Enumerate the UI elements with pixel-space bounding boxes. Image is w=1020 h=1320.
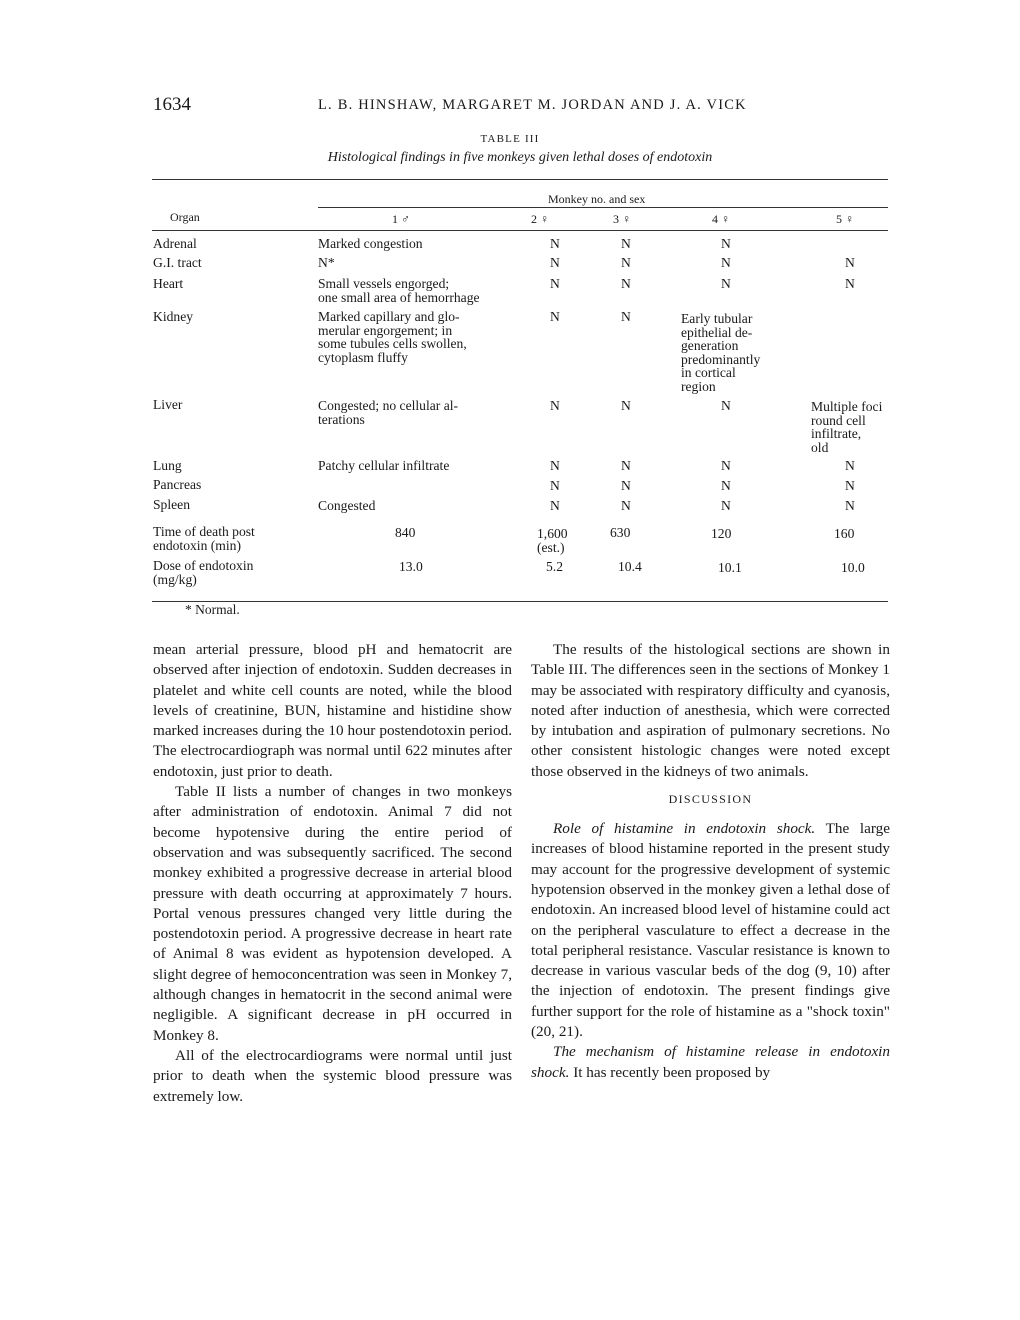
- body-paragraph: All of the electrocardiograms were normal until just prior to death when the systemic blood pressure was extremely low.: [153, 1046, 512, 1105]
- table-cell: N: [721, 458, 731, 473]
- row-organ-label: Spleen: [153, 497, 190, 512]
- table-footnote: * Normal.: [185, 602, 240, 617]
- table-header-rule: [152, 230, 888, 231]
- table-cell: Early tubular epithelial de- generation predominantly in cortical region: [681, 311, 761, 394]
- running-header: L. B. HINSHAW, MARGARET M. JORDAN AND J. A. VICK: [318, 97, 747, 113]
- row-organ-label: Dose of endotoxin (mg/kg): [153, 558, 254, 587]
- table-cell: N: [845, 498, 855, 513]
- table-cell: N: [721, 276, 731, 291]
- table-cell: N: [621, 498, 631, 513]
- table-cell: N: [621, 236, 631, 251]
- column-header-monkey-1: 1 ♂: [392, 212, 410, 226]
- column-header-monkey-3: 3 ♀: [613, 212, 631, 226]
- table-cell: N: [550, 276, 560, 291]
- table-cell: 13.0: [399, 559, 423, 574]
- table-cell: N: [621, 478, 631, 493]
- table-cell: N: [621, 276, 631, 291]
- row-organ-label: Time of death post endotoxin (min): [153, 524, 255, 553]
- table-cell: N: [550, 309, 560, 324]
- table-cell: 10.1: [718, 560, 742, 575]
- table-cell: Patchy cellular infiltrate: [318, 458, 450, 473]
- table-bottom-rule: [152, 601, 888, 602]
- table-cell: N: [721, 478, 731, 493]
- table-cell: N: [721, 498, 731, 513]
- table-cell: N: [721, 236, 731, 251]
- row-organ-label: G.I. tract: [153, 255, 202, 270]
- table-cell: N: [721, 255, 731, 270]
- table-cell: N: [550, 478, 560, 493]
- column-header-monkey-5: 5 ♀: [836, 212, 854, 226]
- monkey-group-header: Monkey no. and sex: [548, 192, 646, 206]
- table-cell: 120: [711, 526, 732, 541]
- table-cell: N: [621, 398, 631, 413]
- table-group-rule: [318, 207, 888, 208]
- body-paragraph: The results of the histological sections are shown in Table III. The differences seen in the sections of Monkey 1 may be associated with respiratory difficulty and cyanosis, noted after induction of anesthesia, which were corrected by intubation and aspiration of pulmonary secretions. No other consistent histologic changes were noted except those observed in the kidneys of two animals.: [531, 641, 890, 780]
- run-in-heading: Role of histamine in endotoxin shock.: [553, 820, 816, 838]
- row-organ-label: Liver: [153, 397, 183, 412]
- table-cell: 840: [395, 525, 416, 540]
- table-cell: N: [621, 309, 631, 324]
- row-organ-label: Pancreas: [153, 477, 202, 492]
- paragraph-text: The large increases of blood histamine reported in the present study may account for the progressive development of systemic hypotension observed in the monkey given a lethal dose of endotoxin. An increased blood level of histamine could act on the peripheral vasculature to effect a decrease in the total peripheral resistance. Vascular resistance is known to decrease in various vascular beds of the dog (9, 10) after the injection of endotoxin. The present findings give further support for the role of histamine as a "shock toxin" (20, 21).: [531, 820, 890, 1041]
- table-cell: N: [550, 458, 560, 473]
- row-organ-label: Lung: [153, 458, 182, 473]
- body-paragraph: mean arterial pressure, blood pH and hematocrit are observed after injection of endotoxin. Sudden decreases in platelet and white cell counts are noted, while the blood levels of creatinine, BUN, histamine and histidine show marked increases during the 10 hour postendotoxin period. The electrocardiograph was normal until 622 minutes after endotoxin, just prior to death.: [153, 641, 512, 780]
- row-organ-label: Kidney: [153, 309, 194, 324]
- paragraph-text: It has recently been proposed by: [569, 1063, 771, 1081]
- table-caption: Histological findings in five monkeys given lethal doses of endotoxin: [327, 150, 713, 165]
- table-cell: 630: [610, 525, 631, 540]
- table-cell: 10.0: [841, 560, 865, 575]
- table-cell: 1,600 (est.): [537, 526, 568, 555]
- table-cell: N: [845, 478, 855, 493]
- table-cell: N: [550, 398, 560, 413]
- table-cell: N: [845, 458, 855, 473]
- right-column: [531, 640, 890, 1083]
- page-number: 1634: [153, 94, 191, 115]
- table-cell: 10.4: [618, 559, 642, 574]
- table-cell: Marked congestion: [318, 236, 423, 251]
- table-cell: Congested: [318, 498, 376, 513]
- table-top-rule: [152, 179, 888, 180]
- table-label: TABLE III: [480, 133, 540, 145]
- table-cell: N: [550, 255, 560, 270]
- table-cell: Congested; no cellular al- terations: [318, 398, 459, 427]
- table-cell: Marked capillary and glo- merular engorgement; in some tubules cells swollen, cytoplasm fluffy: [318, 309, 467, 365]
- body-paragraph: [531, 819, 890, 1042]
- left-column: [153, 640, 512, 1107]
- body-paragraph: [531, 1042, 890, 1083]
- table-cell: N: [550, 236, 560, 251]
- organ-column-header: Organ: [170, 210, 200, 224]
- table-cell: Multiple foci round cell infiltrate, old: [811, 399, 883, 455]
- column-header-monkey-2: 2 ♀: [531, 212, 549, 226]
- table-cell: N: [845, 255, 855, 270]
- table-cell: Small vessels engorged; one small area of hemorrhage: [318, 276, 480, 305]
- column-header-monkey-4: 4 ♀: [712, 212, 730, 226]
- body-paragraph: Table II lists a number of changes in two monkeys after administration of endotoxin. Animal 7 did not become hypotensive during the entire period of observation and was subsequently sacrificed. The second monkey exhibited a progressive decrease in arterial blood pressure with death occurring at approximately 7 hours. Portal venous pressures changed very little during the postendotoxin period. A progressive decrease in heart rate of Animal 8 was evident as hypotension developed. A slight degree of hemoconcentration was seen in Monkey 7, although changes in hematocrit in the second animal were negligible. A significant decrease in pH occurred in Monkey 8.: [153, 783, 512, 1044]
- table-cell: N: [550, 498, 560, 513]
- run-in-heading: The mechanism of histamine release in endotoxin shock.: [531, 1043, 890, 1081]
- row-organ-label: Heart: [153, 276, 184, 291]
- table-cell: 5.2: [546, 559, 563, 574]
- table-cell: N: [621, 458, 631, 473]
- table-cell: N: [621, 255, 631, 270]
- table-cell: N*: [318, 255, 335, 270]
- table-cell: 160: [834, 526, 855, 541]
- row-organ-label: Adrenal: [153, 236, 197, 251]
- table-cell: N: [721, 398, 731, 413]
- section-heading: DISCUSSION: [668, 792, 753, 807]
- table-cell: N: [845, 276, 855, 291]
